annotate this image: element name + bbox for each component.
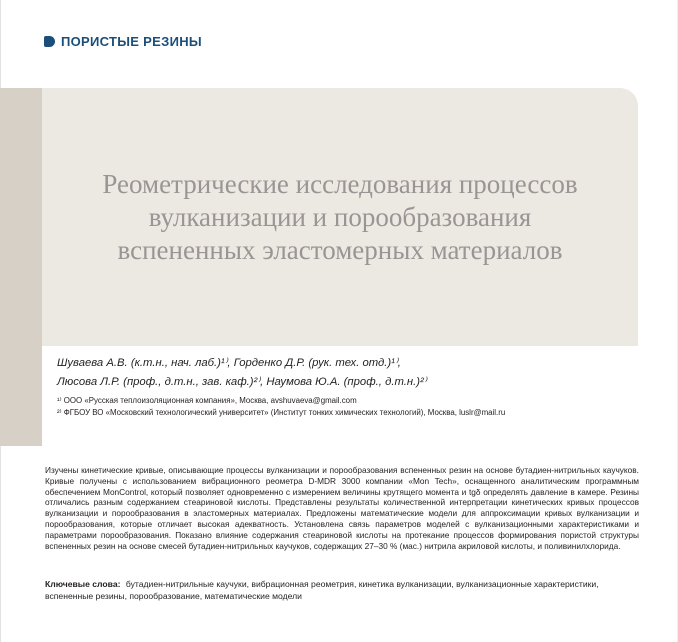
keywords-block xyxy=(45,579,639,602)
keywords-label: Ключевые слова: xyxy=(45,579,121,589)
keywords-text: бутадиен-нитрильные каучуки, вибрационная реометрия, кинетика вулканизации, вулканизационные характеристики, вспененные резины, порообразование, математические модели xyxy=(45,579,599,601)
affiliation-1: ¹⁾ ООО «Русская теплоизоляционная компания», Москва, avshuvaeva@gmail.com xyxy=(57,396,357,405)
authors-block xyxy=(57,354,627,392)
article-title-line: Реометрические исследования процессов xyxy=(102,169,578,199)
affiliations-block xyxy=(57,395,637,419)
article-title-line: вспененных эластомерных материалов xyxy=(117,235,563,265)
left-decorative-band xyxy=(0,88,42,446)
affiliation-2: ²⁾ ФГБОУ ВО «Московский технологический университет» (Институт тонких химических технологий), Москва, luslr@mail.ru xyxy=(57,408,506,417)
article-title xyxy=(42,168,638,267)
abstract-text: Изучены кинетические кривые, описывающие процессы вулканизации и порообразования вспененных резин на основе бутадиен-нитрильных каучуков. Кривые получены с использованием вибрационного реометра D-MDR 3000 компании «Mon Tech», оснащенного аналитическим программным обеспечением MonControl, который позволяет одновременно с измерением величины крутящего момента и tgδ определять давление в камере. Резины отличались разным содержанием стеариновой кислоты. Представлены результаты количественной интерпретации кинетических кривых процессов вулканизации и порообразования в эластомерных материалах. Предложены математические модели для аппроксимации кривых вулканизации и порообразования, которые отличает высокая адекватность. Установлена связь параметров моделей с вулканизационными характеристиками и параметрами порообразования. Показано влияние содержания стеариновой кислоты на протекание процессов формирования пористой структуры вспененных резин на основе смесей бутадиен-нитрильных каучуков, содержащих 27–30 % (мас.) нитрила акриловой кислоты, и поливинилхлорида. xyxy=(45,465,639,551)
article-title-line: вулканизации и порообразования xyxy=(148,202,532,232)
authors-line: Шуваева А.В. (к.т.н., нач. лаб.)¹⁾, Горденко Д.Р. (рук. тех. отд.)¹⁾, xyxy=(57,357,401,369)
section-rubric: ПОРИСТЫЕ РЕЗИНЫ xyxy=(61,33,202,49)
rubric-bullet-icon xyxy=(44,36,55,47)
authors-line: Люсова Л.Р. (проф., д.т.н., зав. каф.)²⁾, Наумова Ю.А. (проф., д.т.н.)²⁾ xyxy=(57,376,427,388)
section-header xyxy=(44,33,202,49)
